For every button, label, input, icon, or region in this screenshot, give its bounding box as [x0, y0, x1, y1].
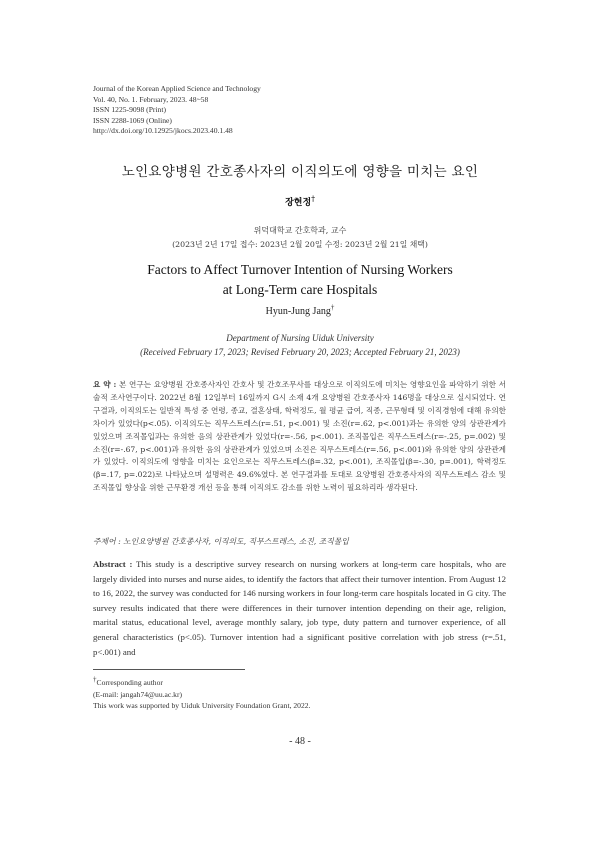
dates-english: (Received February 17, 2023; Revised February 20, 2023; Accepted February 21, 2023) [140, 347, 460, 357]
author-name-en: Hyun-Jung Jang [265, 306, 331, 317]
title-english [0, 260, 600, 300]
abstract-english-text: This study is a descriptive survey research on nursing workers at long-term care hospitals, who are largely divided into nurses and nurse aides, to identify the factors that affect their turnover intention. From August 12 to 16, 2022, the survey was conducted for 146 nursing workers in four long-term care hospitals located in G city. The survey results indicated that there were differences in their turnover intention depending on their age, religion, marital status, educational level, average monthly salary, job type, duty pattern and turnover experience, of all general characteristics (p<.05). Turnover intention had a significant positive correlation with job stress (r=.51, p<.001) and [93, 559, 506, 657]
abstract-english [93, 557, 506, 659]
dates-korean: (2023년 2년 17일 접수: 2023년 2월 20일 수정: 2023년 2월 21일 채택) [172, 240, 428, 249]
abstract-korean-label: 요 약 : [93, 380, 117, 389]
footnote-mark: † [93, 675, 97, 684]
title-english-line2: at Long-Term care Hospitals [222, 282, 378, 297]
affiliation-english: Department of Nursing Uiduk University [226, 333, 374, 343]
corresponding-mark: † [311, 194, 315, 203]
issn-online: ISSN 2288-1069 (Online) [93, 115, 172, 125]
journal-volume: Vol. 40, No. 1. February, 2023. 48~58 [93, 94, 209, 104]
title-english-line1: Factors to Affect Turnover Intention of Nursing Workers [147, 262, 453, 277]
abstract-korean-text: 본 연구는 요양병원 간호종사자인 간호사 및 간호조무사를 대상으로 이직의도에 미치는 영향요인을 파악하기 위한 서술적 조사연구이다. 2022년 8월 12일부터 16일까지 G시 소재 4개 요양병원 간호종사자 146명을 대상으로 실시되었다. 연구결과, 이직의도는 일반적 특성 중 연령, 종교, 결혼상태, 학력정도, 월 평균 급여, 직종, 근무형태 및 이직경험에 대해 유의한 차이가 있었다(p<.05). 이직의도는 직무스트레스(r=.51, p<.001) 및 소진(r=.62, p<.001)과는 유의한 양의 상관관계가 있었으며 조직몰입과는 유의한 음의 상관관계가 있었다(r=-.56, p<.001). 조직몰입은 직무스트레스(r=-.25, p=.002) 및 소진(r=-.67, p<.001)과 유의한 음의 상관관계가 있었으며 소진은 직무스트레스(r=.56, p<.001)와 유의한 양의 상관관계가 있었다. 이직의도에 영향을 미치는 요인으로는 직무스트레스(β=.32, p<.001), 조직몰입(β=-.30, p=.001), 학력정도(β=.17, p=.022)로 나타났으며 설명력은 49.6%였다. 본 연구결과를 토대로 요양병원 간호종사자의 직무스트레스 감소 및 조직몰입 향상을 위한 근무환경 개선 등을 통해 이직의도 감소를 위한 노력이 필요하리라 생각된다. [93, 380, 506, 493]
doi-link[interactable]: http://dx.doi.org/10.12925/jkocs.2023.40.1.48 [93, 126, 233, 136]
corresponding-mark-en: † [330, 303, 335, 312]
footnote-corresponding: Corresponding author [96, 678, 163, 687]
footnote-funding: This work was supported by Uiduk University Foundation Grant, 2022. [93, 701, 311, 710]
title-korean: 노인요양병원 간호종사자의 이직의도에 영향을 미치는 요인 [121, 164, 479, 180]
footnote [93, 677, 310, 712]
page-number: - 48 - [289, 736, 311, 747]
author-korean [0, 195, 600, 208]
abstract-english-label: Abstract : [93, 559, 133, 569]
keywords-korean: 주제어 : 노인요양병원 간호종사자, 이직의도, 직무스트레스, 소진, 조직몰입 [93, 537, 349, 546]
author-english [0, 303, 600, 317]
footnote-divider [93, 669, 245, 670]
journal-name: Journal of the Korean Applied Science and Technology [93, 84, 261, 93]
issn-print: ISSN 1225-9098 (Print) [93, 105, 166, 115]
footnote-email: (E-mail: jangah74@uu.ac.kr) [93, 689, 183, 699]
affiliation-korean: 위덕대학교 간호학과, 교수 [253, 226, 347, 235]
abstract-korean [93, 379, 506, 495]
journal-header [93, 84, 261, 137]
author-name-ko: 장현정 [285, 198, 312, 208]
